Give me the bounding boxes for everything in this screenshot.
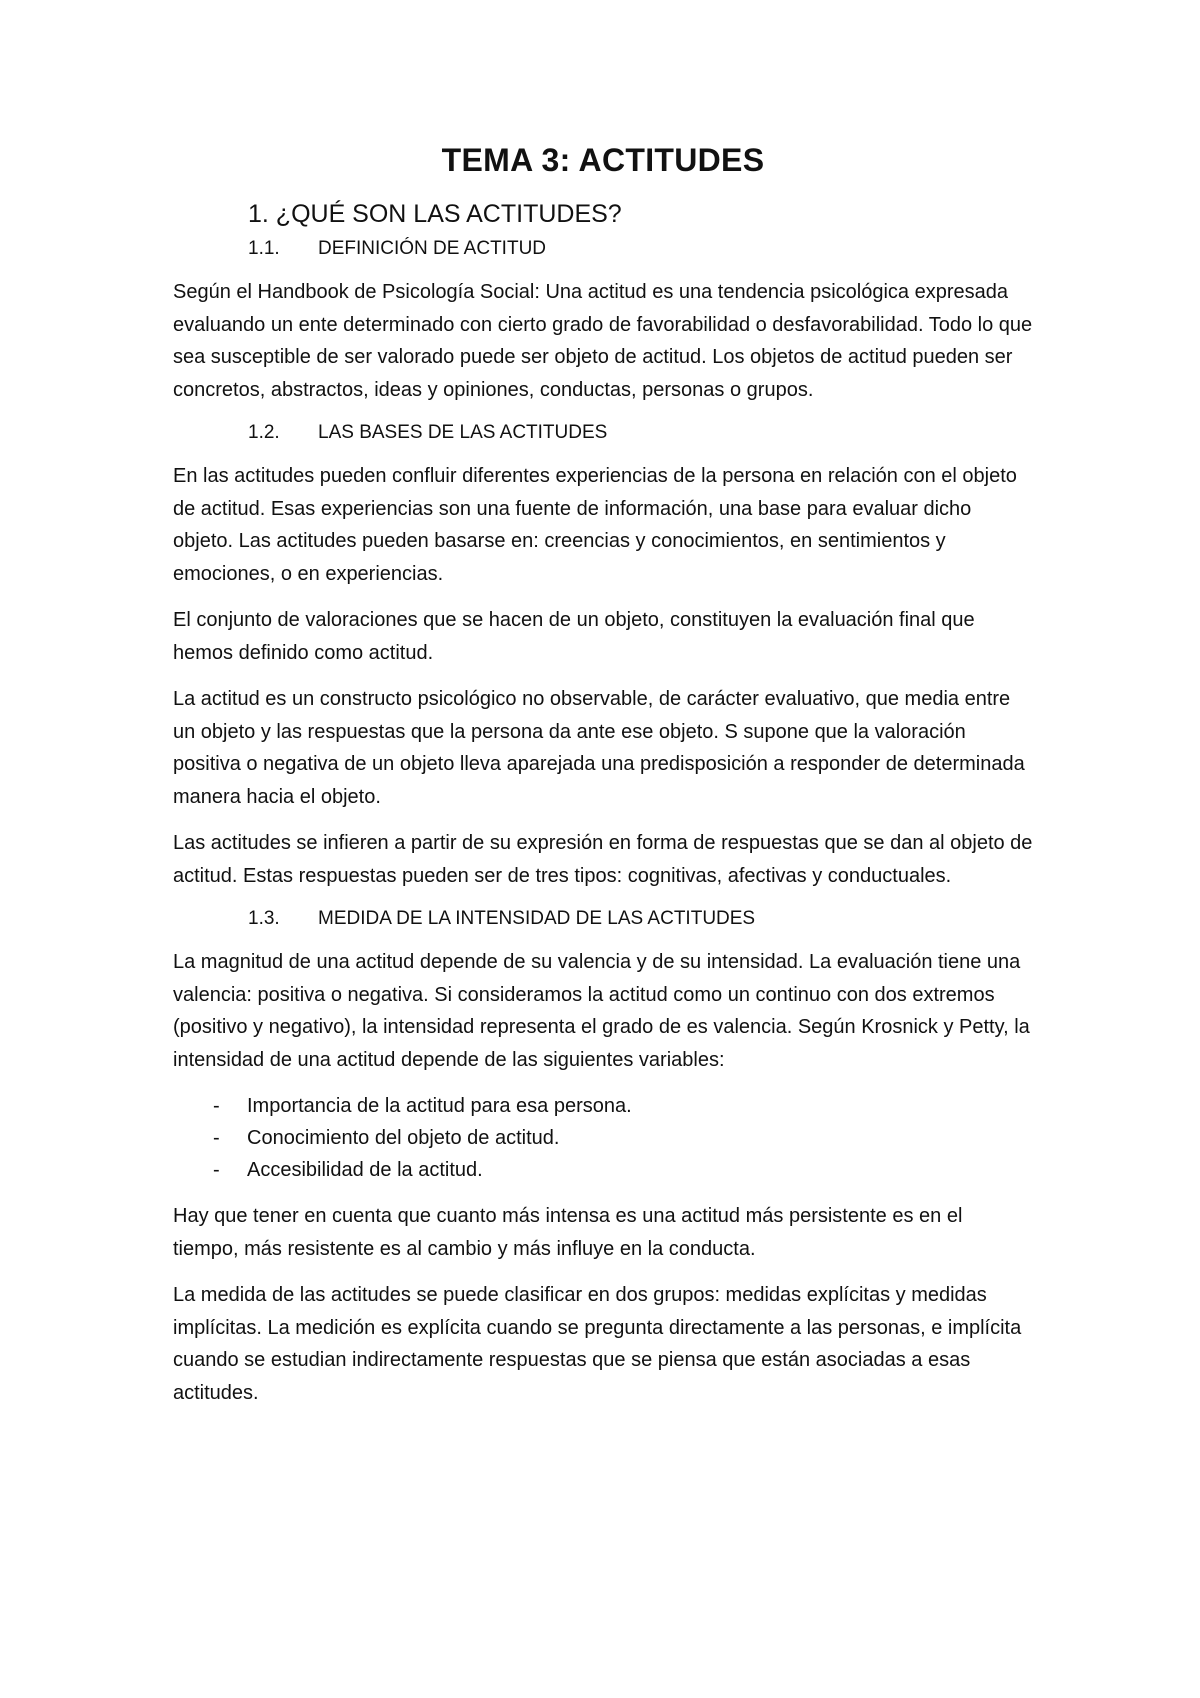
- paragraph: La magnitud de una actitud depende de su valencia y de su intensidad. La evaluación tiene una valencia: positiva o negativa. Si consideramos la actitud como un continuo con dos extremos (positivo y negativo), la intensidad representa el grado de es valencia. Según Krosnick y Petty, la intensidad de una actitud depende de las siguientes variables:: [173, 951, 1030, 1071]
- section-1-heading: 1. ¿QUÉ SON LAS ACTITUDES?: [248, 200, 622, 228]
- list-marker: -: [213, 1159, 220, 1181]
- subsection-1-2-heading: [248, 420, 1033, 446]
- subsection-number: 1.2.: [248, 422, 280, 443]
- list-marker: -: [213, 1127, 220, 1149]
- list-item-text: Conocimiento del objeto de actitud.: [247, 1127, 560, 1149]
- list-item: [213, 1154, 1033, 1186]
- subsection-1-3-heading: [248, 906, 1033, 932]
- list-item: [213, 1122, 1033, 1154]
- list-item-text: Accesibilidad de la actitud.: [247, 1159, 483, 1181]
- list-marker: -: [213, 1095, 220, 1117]
- list-item-text: Importancia de la actitud para esa persona.: [247, 1095, 632, 1117]
- subsection-number: 1.1.: [248, 238, 280, 259]
- document-page: [173, 140, 1033, 1423]
- subsection-title: DEFINICIÓN DE ACTITUD: [318, 238, 547, 259]
- list-item: [213, 1090, 1033, 1122]
- paragraph: La medida de las actitudes se puede clasificar en dos grupos: medidas explícitas y medidas implícitas. La medición es explícita cuando se pregunta directamente a las personas, e implícita cuando se estudian indirectamente respuestas que se piensa que están asociadas a esas actitudes.: [173, 1284, 1022, 1404]
- document-title: TEMA 3: ACTITUDES: [441, 142, 765, 178]
- paragraph: Según el Handbook de Psicología Social: Una actitud es una tendencia psicológica expresada evaluando un ente determinado con cierto grado de favorabilidad o desfavorabilidad. Todo lo que sea susceptible de ser valorado puede ser objeto de actitud. Los objetos de actitud pueden ser concretos, abstractos, ideas y opiniones, conductas, personas o grupos.: [173, 281, 1033, 401]
- paragraph: En las actitudes pueden confluir diferentes experiencias de la persona en relación con el objeto de actitud. Esas experiencias son una fuente de información, una base para evaluar dicho objeto. Las actitudes pueden basarse en: creencias y conocimientos, en sentimientos y emociones, o en experiencias.: [173, 465, 1017, 585]
- subsection-1-1-heading: [248, 236, 1033, 262]
- paragraph: La actitud es un constructo psicológico no observable, de carácter evaluativo, que media entre un objeto y las respuestas que la persona da ante ese objeto. S supone que la valoración positiva o negativa de un objeto lleva aparejada una predisposición a responder de determinada manera hacia el objeto.: [173, 688, 1025, 808]
- subsection-number: 1.3.: [248, 908, 280, 929]
- paragraph: Hay que tener en cuenta que cuanto más intensa es una actitud más persistente es en el tiempo, más resistente es al cambio y más influye en la conducta.: [173, 1205, 963, 1260]
- subsection-title: MEDIDA DE LA INTENSIDAD DE LAS ACTITUDES: [318, 908, 756, 929]
- paragraph: El conjunto de valoraciones que se hacen de un objeto, constituyen la evaluación final que hemos definido como actitud.: [173, 609, 975, 664]
- subsection-title: LAS BASES DE LAS ACTITUDES: [318, 422, 608, 443]
- paragraph: Las actitudes se infieren a partir de su expresión en forma de respuestas que se dan al objeto de actitud. Estas respuestas pueden ser de tres tipos: cognitivas, afectivas y conductuales.: [173, 832, 1033, 887]
- variables-list: [173, 1090, 1033, 1186]
